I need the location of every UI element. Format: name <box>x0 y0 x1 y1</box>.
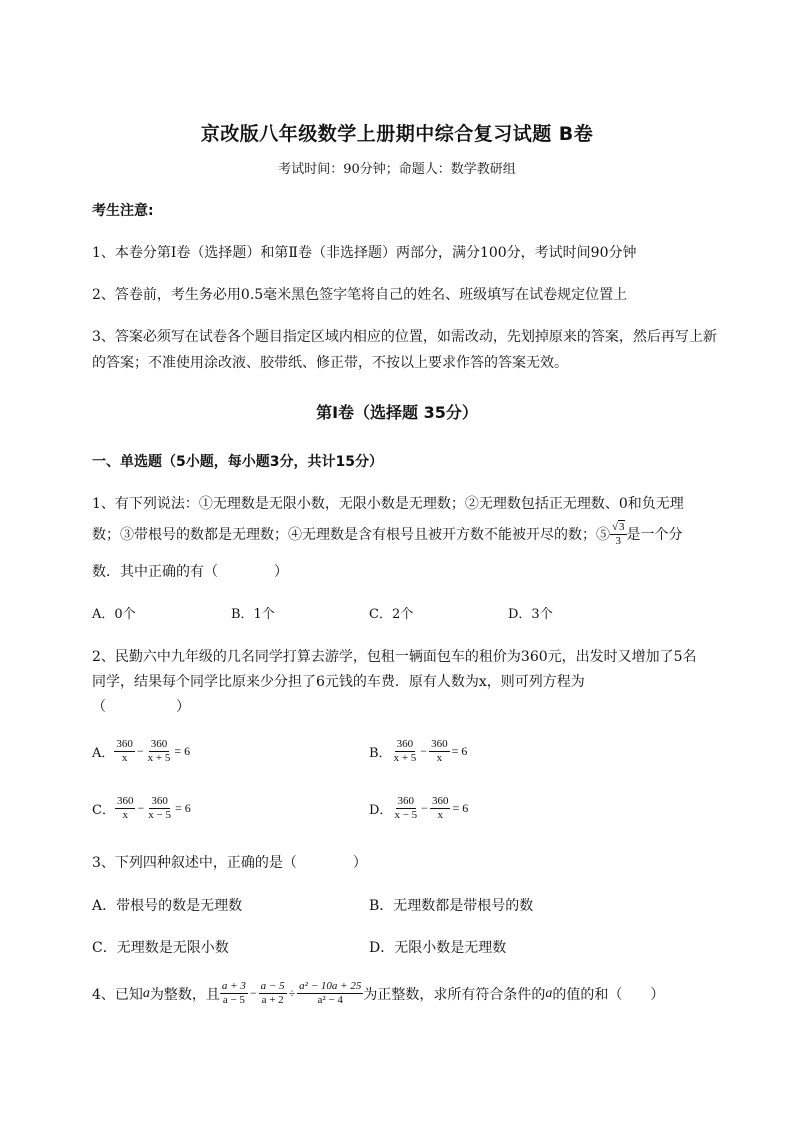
notice-item-1: 1、本卷分第I卷（选择题）和第Ⅱ卷（非选择题）两部分，满分100分，考试时间90分钟 <box>92 245 637 261</box>
fraction-num: 360 <box>116 738 133 750</box>
q2-option-d-equation <box>392 795 470 822</box>
fraction-den: x − 5 <box>148 809 171 821</box>
q2-line-3: （ ） <box>92 699 190 715</box>
fraction-num: 360 <box>396 738 414 750</box>
q1-line-2-text: 数；③带根号的数都是无理数；④无理数是含有根号且被开方数不能被开尽的数；⑤ <box>92 527 610 543</box>
q1-option-c: C．2个 <box>369 607 414 622</box>
equals-rhs: = 6 <box>174 744 191 758</box>
q3-option-c: C．无理数是无限小数 <box>92 940 229 956</box>
fraction-den: a² − 4 <box>317 994 343 1006</box>
q4-var-a: a <box>142 985 150 1001</box>
q1-option-d: D．3个 <box>508 607 553 622</box>
q1-line-3: 数．其中正确的有（ ） <box>92 564 288 580</box>
section-title: 第I卷（选择题 35分） <box>316 403 478 422</box>
q4-text-end: 的值的和（ ） <box>552 986 665 1003</box>
fraction-den: x <box>437 809 443 821</box>
notice-heading: 考生注意: <box>92 203 154 219</box>
fraction-den: a + 2 <box>261 994 284 1006</box>
q2-option-c-equation <box>115 795 193 822</box>
q2-option-a-label: A． <box>92 746 115 761</box>
fraction-num: 360 <box>151 795 168 807</box>
part-heading: 一、单选题（5小题，每小题3分，共计15分） <box>92 454 383 470</box>
q1-line-2-post: 是一个分 <box>626 527 683 543</box>
q2-line-1: 2、民勤六中九年级的几名同学打算去游学，包租一辆面包车的租价为360元，出发时又增加了5名 <box>92 649 697 665</box>
fraction-den: x <box>122 809 128 821</box>
notice-item-2: 2、答卷前，考生务必用0.5毫米黑色签字笔将自己的姓名、班级填写在试卷规定位置上 <box>92 287 628 303</box>
fraction-num: 360 <box>150 738 168 750</box>
fraction-den: x + 5 <box>393 752 417 764</box>
q1-fraction-num: 3 <box>619 521 625 533</box>
q3-option-b: B．无理数都是带根号的数 <box>369 898 534 914</box>
q4-text-post: 为正整数，求所有符合条件的 <box>363 986 546 1003</box>
fraction-num: 360 <box>431 795 449 807</box>
notice-item-3-cont: 的答案；不准使用涂改液、胶带纸、修正带，不按以上要求作答的答案无效。 <box>92 355 568 371</box>
equals-rhs: = 6 <box>174 801 191 815</box>
fraction-num: a − 5 <box>260 980 285 992</box>
q2-option-b-equation <box>392 738 470 765</box>
q2-line-2: 同学，结果每个同学比原来少分担了6元钱的车费．原有人数为x，则可列方程为 <box>92 674 585 690</box>
q2-option-c <box>92 795 193 822</box>
q4-text-pre: 4、已知 <box>92 986 143 1003</box>
fraction-den: a − 5 <box>222 994 245 1006</box>
fraction-num: a + 3 <box>221 980 246 992</box>
q2-option-a <box>92 738 192 765</box>
fraction-num: a² − 10a + 25 <box>299 980 362 992</box>
fraction-num: 360 <box>397 795 415 807</box>
fraction-den: x − 5 <box>394 809 418 821</box>
fraction-den: x <box>436 752 443 764</box>
q2-option-c-label: C． <box>92 803 115 818</box>
minus-sign: − <box>249 986 257 1000</box>
q2-option-b-label: B． <box>369 746 392 761</box>
minus-sign: − <box>421 801 428 815</box>
q1-option-b: B．1个 <box>231 607 275 622</box>
notice-item-3: 3、答案必须写在试卷各个题目指定区域内相应的位置，如需改动，先划掉原来的答案，然后再写上新 <box>92 329 717 345</box>
minus-sign: − <box>137 801 145 815</box>
q1-fraction <box>610 520 627 548</box>
fraction-num: 360 <box>431 738 448 750</box>
q1-line-2 <box>92 520 683 548</box>
q4-expression <box>220 980 363 1007</box>
q1-option-a: A．0个 <box>92 607 136 622</box>
exam-subtitle: 考试时间：90分钟；命题人：数学教研组 <box>278 162 516 177</box>
minus-sign: − <box>420 744 428 758</box>
equals-rhs: = 6 <box>452 801 469 815</box>
q4-text-mid: 为整数，且 <box>149 986 220 1003</box>
fraction-den: x <box>121 752 128 764</box>
fraction-num: 360 <box>116 795 134 807</box>
minus-sign: − <box>136 744 144 758</box>
q2-option-b <box>369 738 469 765</box>
q3-option-a: A．带根号的数是无理数 <box>92 898 243 914</box>
q1-fraction-den: 3 <box>615 535 622 547</box>
equals-rhs: = 6 <box>451 744 468 758</box>
q2-option-d-label: D． <box>369 803 393 818</box>
q4-stem <box>92 980 664 1007</box>
sqrt-symbol: √ <box>612 521 619 533</box>
q3-stem: 3、下列四种叙述中，正确的是（ ） <box>92 855 367 871</box>
fraction-den: x + 5 <box>147 752 171 764</box>
q2-option-a-equation <box>114 738 192 765</box>
q1-line-1: 1、有下列说法：①无理数是无限小数，无限小数是无理数；②无理数包括正无理数、0和负无理 <box>92 496 684 512</box>
divide-sign: ÷ <box>288 986 296 1000</box>
q3-option-d: D．无限小数是无理数 <box>369 940 507 956</box>
exam-title: 京改版八年级数学上册期中综合复习试题 B卷 <box>200 123 594 145</box>
q4-var-a: a <box>545 985 553 1001</box>
q2-option-d <box>369 795 470 822</box>
